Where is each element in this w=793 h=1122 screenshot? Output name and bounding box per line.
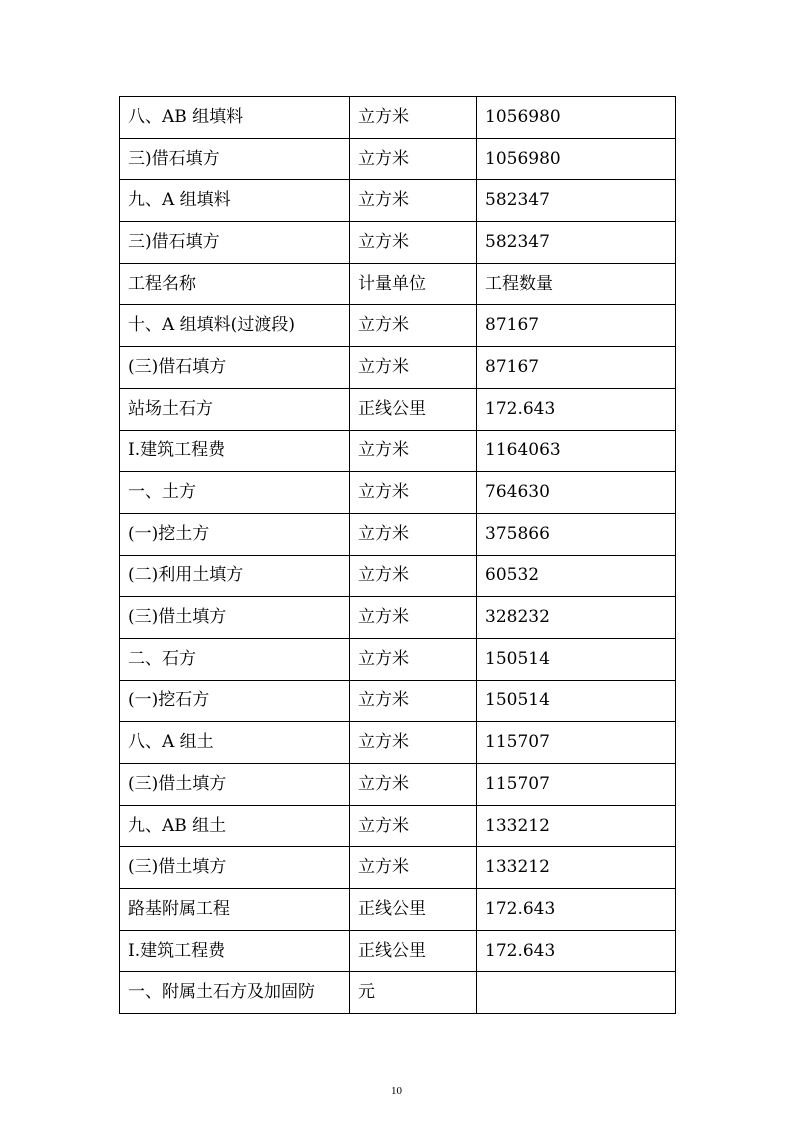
unit-cell: 正线公里 — [350, 889, 477, 931]
quantity-cell: 133212 — [477, 847, 676, 889]
item-name-cell: I.建筑工程费 — [120, 430, 350, 472]
quantity-cell: 172.643 — [477, 930, 676, 972]
quantity-cell: 1056980 — [477, 97, 676, 139]
table-row — [120, 472, 676, 514]
unit-cell: 元 — [350, 972, 477, 1014]
quantity-cell: 328232 — [477, 597, 676, 639]
unit-cell: 立方米 — [350, 680, 477, 722]
unit-cell: 立方米 — [350, 722, 477, 764]
item-name-cell: 路基附属工程 — [120, 889, 350, 931]
table-row — [120, 680, 676, 722]
unit-cell: 立方米 — [350, 222, 477, 264]
unit-cell: 立方米 — [350, 430, 477, 472]
table-row — [120, 638, 676, 680]
item-name-cell: 十、A 组填料(过渡段) — [120, 305, 350, 347]
quantity-cell: 115707 — [477, 764, 676, 806]
item-name-cell: 三)借石填方 — [120, 222, 350, 264]
quantity-cell — [477, 972, 676, 1014]
table-row — [120, 138, 676, 180]
quantity-cell: 87167 — [477, 347, 676, 389]
item-name-cell: (三)借石填方 — [120, 347, 350, 389]
unit-cell: 立方米 — [350, 347, 477, 389]
unit-cell: 立方米 — [350, 305, 477, 347]
unit-cell: 立方米 — [350, 513, 477, 555]
item-name-cell: 站场土石方 — [120, 388, 350, 430]
item-name-cell: 一、附属土石方及加固防 — [120, 972, 350, 1014]
item-name-cell: 三)借石填方 — [120, 138, 350, 180]
table-row — [120, 263, 676, 305]
table-row — [120, 347, 676, 389]
unit-cell: 立方米 — [350, 805, 477, 847]
item-name-cell: (三)借土填方 — [120, 597, 350, 639]
unit-cell: 立方米 — [350, 180, 477, 222]
unit-cell: 立方米 — [350, 472, 477, 514]
quantity-cell: 172.643 — [477, 388, 676, 430]
item-name-cell: (一)挖石方 — [120, 680, 350, 722]
table-row — [120, 805, 676, 847]
item-name-cell: (一)挖土方 — [120, 513, 350, 555]
table-row — [120, 764, 676, 806]
quantity-cell: 工程数量 — [477, 263, 676, 305]
quantity-cell: 133212 — [477, 805, 676, 847]
quantity-cell: 60532 — [477, 555, 676, 597]
table-row — [120, 847, 676, 889]
quantity-cell: 87167 — [477, 305, 676, 347]
quantity-cell: 582347 — [477, 180, 676, 222]
table-row — [120, 388, 676, 430]
quantity-cell: 172.643 — [477, 889, 676, 931]
quantity-cell: 150514 — [477, 680, 676, 722]
table-body — [120, 97, 676, 1014]
table-row — [120, 513, 676, 555]
table-row — [120, 180, 676, 222]
item-name-cell: 二、石方 — [120, 638, 350, 680]
item-name-cell: 八、A 组土 — [120, 722, 350, 764]
quantity-cell: 115707 — [477, 722, 676, 764]
table-row — [120, 430, 676, 472]
item-name-cell: 一、土方 — [120, 472, 350, 514]
item-name-cell: 工程名称 — [120, 263, 350, 305]
table-row — [120, 972, 676, 1014]
unit-cell: 立方米 — [350, 764, 477, 806]
quantity-cell: 1056980 — [477, 138, 676, 180]
table-row — [120, 722, 676, 764]
table-row — [120, 930, 676, 972]
quantity-cell: 1164063 — [477, 430, 676, 472]
unit-cell: 立方米 — [350, 847, 477, 889]
table-row — [120, 97, 676, 139]
table-row — [120, 889, 676, 931]
table-row — [120, 555, 676, 597]
unit-cell: 立方米 — [350, 138, 477, 180]
item-name-cell: I.建筑工程费 — [120, 930, 350, 972]
table-row — [120, 597, 676, 639]
table-row — [120, 222, 676, 264]
item-name-cell: 八、AB 组填料 — [120, 97, 350, 139]
unit-cell: 立方米 — [350, 597, 477, 639]
unit-cell: 立方米 — [350, 97, 477, 139]
unit-cell: 计量单位 — [350, 263, 477, 305]
item-name-cell: (二)利用土填方 — [120, 555, 350, 597]
quantity-table — [119, 96, 676, 1014]
page-number: 10 — [391, 1085, 402, 1097]
quantity-cell: 150514 — [477, 638, 676, 680]
table-row — [120, 305, 676, 347]
item-name-cell: 九、A 组填料 — [120, 180, 350, 222]
unit-cell: 正线公里 — [350, 930, 477, 972]
unit-cell: 立方米 — [350, 638, 477, 680]
quantity-cell: 375866 — [477, 513, 676, 555]
item-name-cell: 九、AB 组土 — [120, 805, 350, 847]
item-name-cell: (三)借土填方 — [120, 847, 350, 889]
quantity-cell: 582347 — [477, 222, 676, 264]
quantity-cell: 764630 — [477, 472, 676, 514]
unit-cell: 立方米 — [350, 555, 477, 597]
unit-cell: 正线公里 — [350, 388, 477, 430]
item-name-cell: (三)借土填方 — [120, 764, 350, 806]
